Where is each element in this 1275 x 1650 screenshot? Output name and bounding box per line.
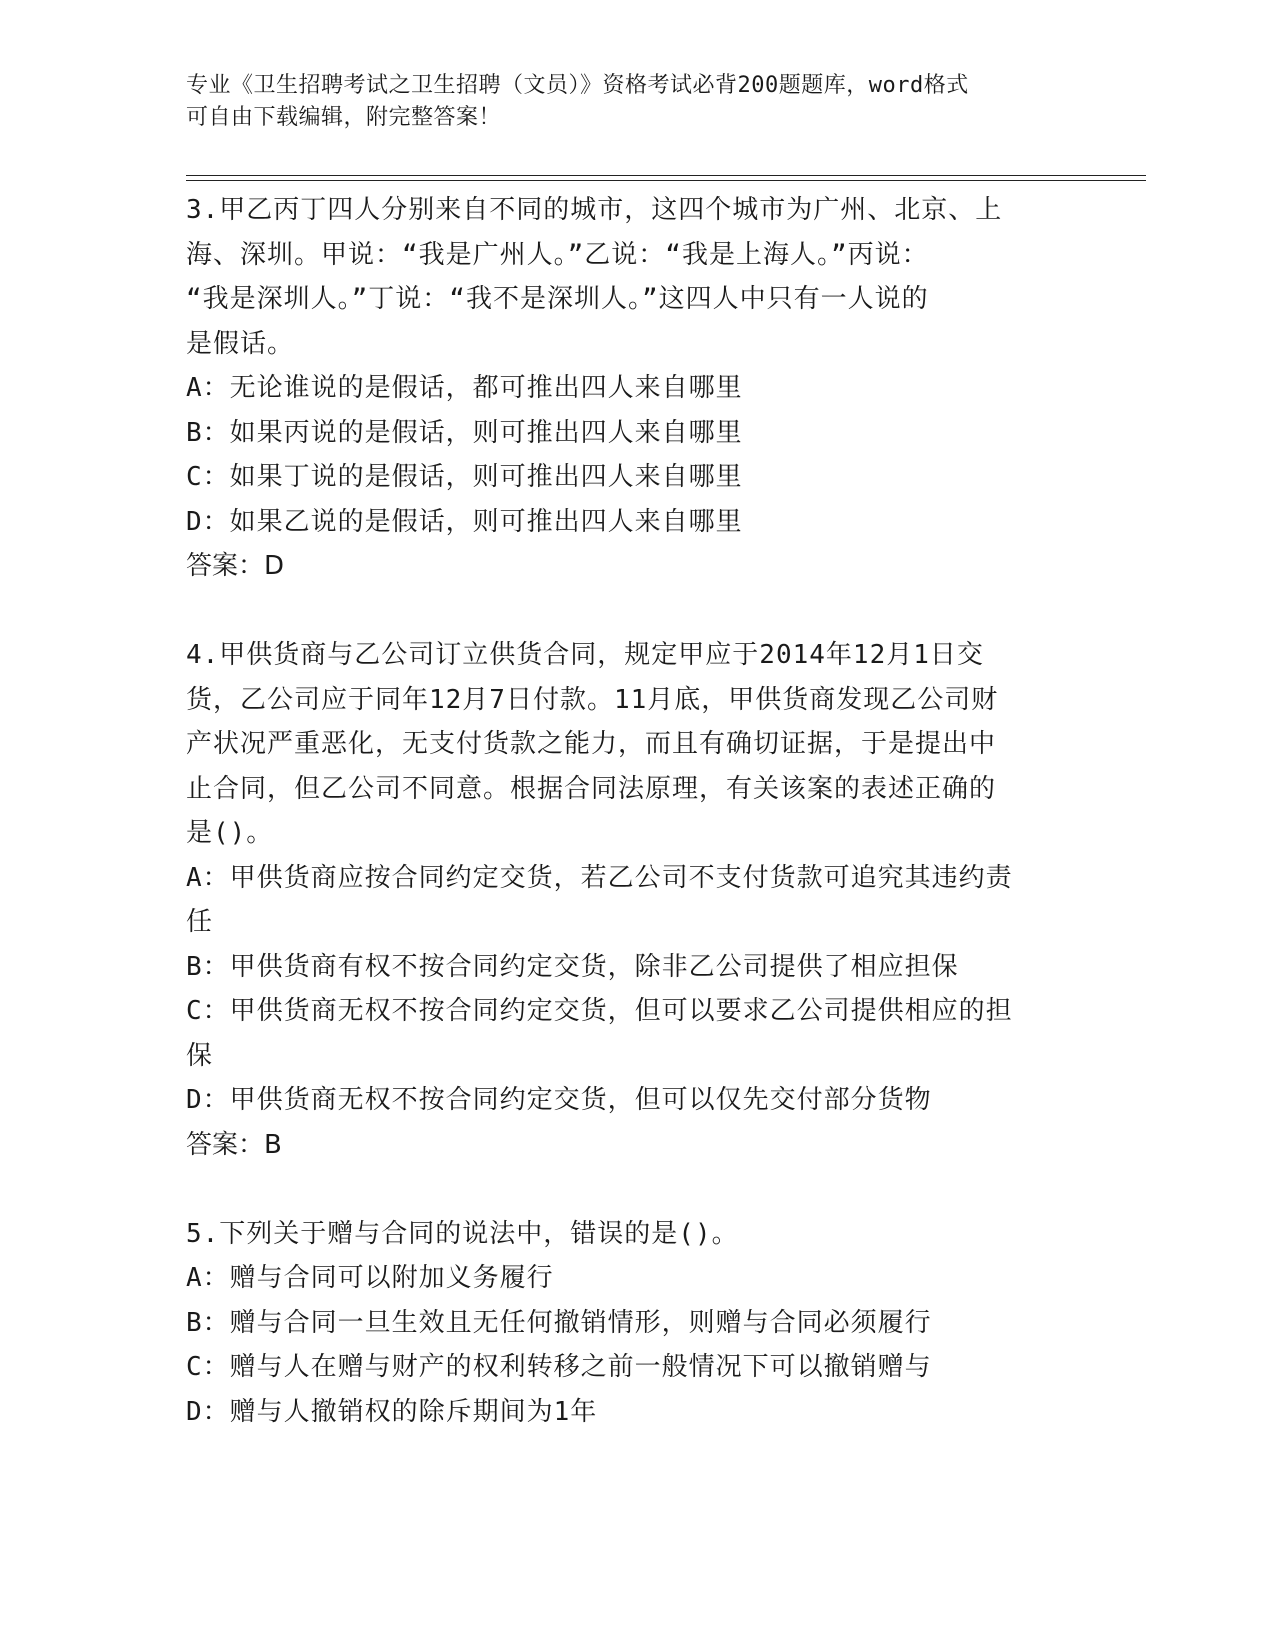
option-c-continued: 保 xyxy=(186,1040,214,1071)
option-a: A：赠与合同可以附加义务履行 xyxy=(186,1263,554,1293)
question-stem-line: 5.下列关于赠与合同的说法中，错误的是()。 xyxy=(186,1218,739,1249)
question-stem-line: 4.甲供货商与乙公司订立供货合同，规定甲应于2014年12月1日交 xyxy=(186,640,984,670)
option-a: A：无论谁说的是假话，都可推出四人来自哪里 xyxy=(186,373,743,403)
document-header xyxy=(186,70,1086,134)
question-4 xyxy=(186,633,1086,1167)
option-d: D：如果乙说的是假话，则可推出四人来自哪里 xyxy=(186,506,743,537)
question-5 xyxy=(186,1212,1086,1435)
answer: 答案：D xyxy=(186,551,285,581)
header-title-line-2: 可自由下载编辑，附完整答案！ xyxy=(186,105,502,130)
question-stem-line: “我是深圳人。”丁说：“我不是深圳人。”这四人中只有一人说的 xyxy=(186,284,929,314)
option-c: C：如果丁说的是假话，则可推出四人来自哪里 xyxy=(186,462,743,492)
option-c: C：甲供货商无权不按合同约定交货，但可以要求乙公司提供相应的担 xyxy=(186,996,1013,1026)
question-stem-line: 产状况严重恶化，无支付货款之能力，而且有确切证据，于是提出中 xyxy=(186,729,997,759)
option-c: C：赠与人在赠与财产的权利转移之前一般情况下可以撤销赠与 xyxy=(186,1352,932,1382)
question-stem-line: 货，乙公司应于同年12月7日付款。11月底，甲供货商发现乙公司财 xyxy=(186,684,999,715)
option-d: D：赠与人撤销权的除斥期间为1年 xyxy=(186,1396,598,1427)
question-stem-line: 止合同，但乙公司不同意。根据合同法原理，有关该案的表述正确的 xyxy=(186,773,997,804)
question-stem-line: 是假话。 xyxy=(186,328,295,359)
question-stem-line: 海、深圳。甲说：“我是广州人。”乙说：“我是上海人。”丙说： xyxy=(186,239,929,270)
question-list xyxy=(186,188,1086,1434)
question-stem-line: 3.甲乙丙丁四人分别来自不同的城市，这四个城市为广州、北京、上 xyxy=(186,195,1003,225)
option-a-continued: 任 xyxy=(186,907,214,937)
option-b: B：赠与合同一旦生效且无任何撤销情形，则赠与合同必须履行 xyxy=(186,1307,932,1338)
question-stem-line: 是()。 xyxy=(186,818,274,848)
option-b: B：甲供货商有权不按合同约定交货，除非乙公司提供了相应担保 xyxy=(186,951,959,982)
option-d: D：甲供货商无权不按合同约定交货，但可以仅先交付部分货物 xyxy=(186,1085,932,1115)
header-title-line-1: 专业《卫生招聘考试之卫生招聘（文员）》资格考试必背200题题库，word格式 xyxy=(186,73,969,98)
header-divider xyxy=(186,175,1146,181)
option-b: B：如果丙说的是假话，则可推出四人来自哪里 xyxy=(186,417,743,448)
question-3 xyxy=(186,188,1086,589)
option-a: A：甲供货商应按合同约定交货，若乙公司不支付货款可追究其违约责 xyxy=(186,862,1013,893)
answer: 答案：B xyxy=(186,1129,282,1160)
